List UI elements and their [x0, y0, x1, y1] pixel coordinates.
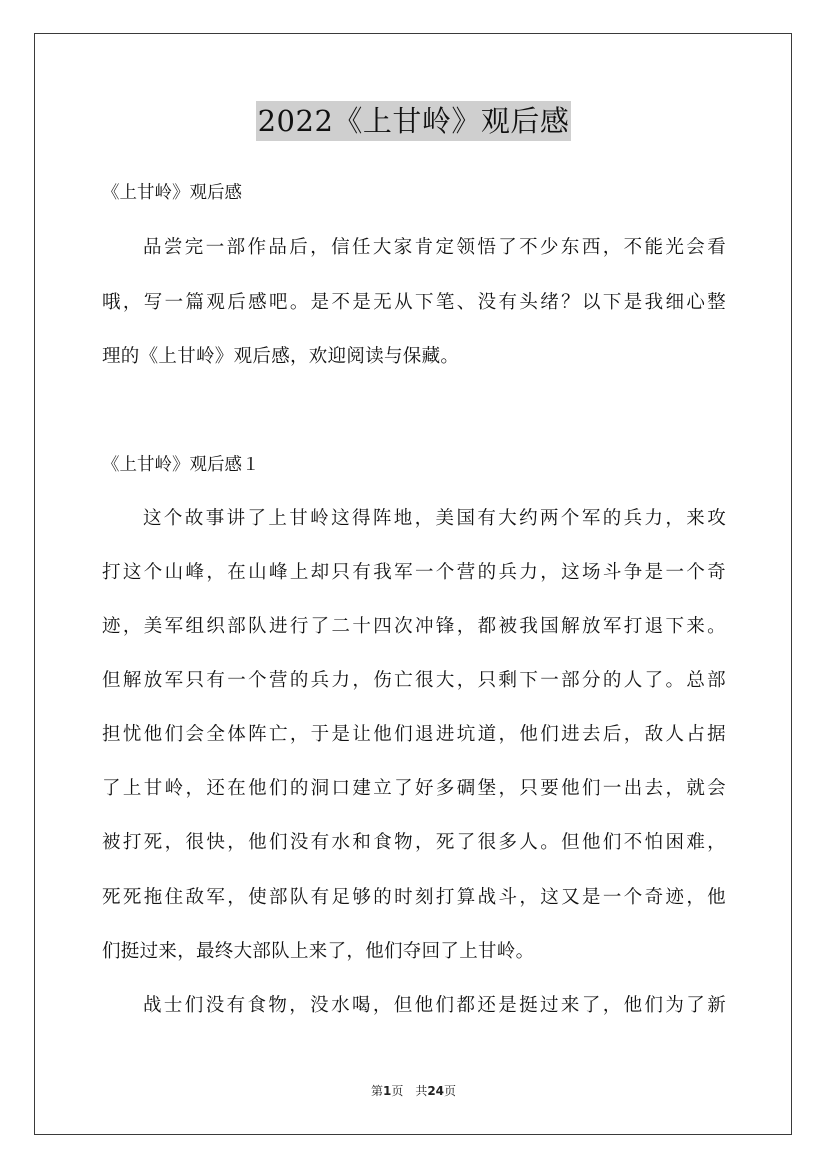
section-heading: 《上甘岭》观后感１ [102, 455, 260, 475]
paragraph-line: 这个故事讲了上甘岭这得阵地，美国有大约两个军的兵力，来攻 [143, 508, 726, 529]
paragraph-line: 们挺过来，最终大部队上来了，他们夺回了上甘岭。 [102, 941, 535, 962]
intro-line: 哦，写一篇观后感吧。是不是无从下笔、没有头绪？以下是我细心整 [102, 292, 726, 313]
footer-page-prefix: 第 [370, 1084, 383, 1098]
paragraph-line: 死死拖住敌军，使部队有足够的时刻打算战斗，这又是一个奇迹，他 [102, 887, 726, 908]
document-title [0, 101, 827, 141]
intro-line: 理的《上甘岭》观后感，欢迎阅读与保藏。 [102, 346, 460, 367]
paragraph-line: 但解放军只有一个营的兵力，伤亡很大，只剩下一部分的人了。总部 [102, 670, 726, 691]
paragraph-line: 担忧他们会全体阵亡，于是让他们退进坑道，他们进去后，敌人占据 [102, 724, 726, 745]
paragraph-line: 了上甘岭，还在他们的洞口建立了好多碉堡，只要他们一出去，就会 [102, 778, 726, 799]
page-footer [0, 1083, 827, 1099]
paragraph-line: 战士们没有食物，没水喝，但他们都还是挺过来了，他们为了新 [143, 995, 726, 1016]
footer-page-current: 1 [382, 1084, 392, 1098]
intro-line: 品尝完一部作品后，信任大家肯定领悟了不少东西，不能光会看 [143, 237, 726, 258]
footer-page-suffix: 页 [444, 1084, 457, 1098]
paragraph-line: 被打死，很快，他们没有水和食物，死了很多人。但他们不怕困难， [102, 832, 726, 853]
footer-page-total: 24 [427, 1084, 445, 1098]
footer-page-mid: 页 共 [391, 1084, 428, 1098]
paragraph-line: 打这个山峰，在山峰上却只有我军一个营的兵力，这场斗争是一个奇 [102, 562, 726, 583]
paragraph-line: 迹，美军组织部队进行了二十四次冲锋，都被我国解放军打退下来。 [102, 616, 726, 637]
document-title-text: 2022《上甘岭》观后感 [256, 101, 572, 141]
main-heading: 《上甘岭》观后感 [102, 183, 242, 203]
